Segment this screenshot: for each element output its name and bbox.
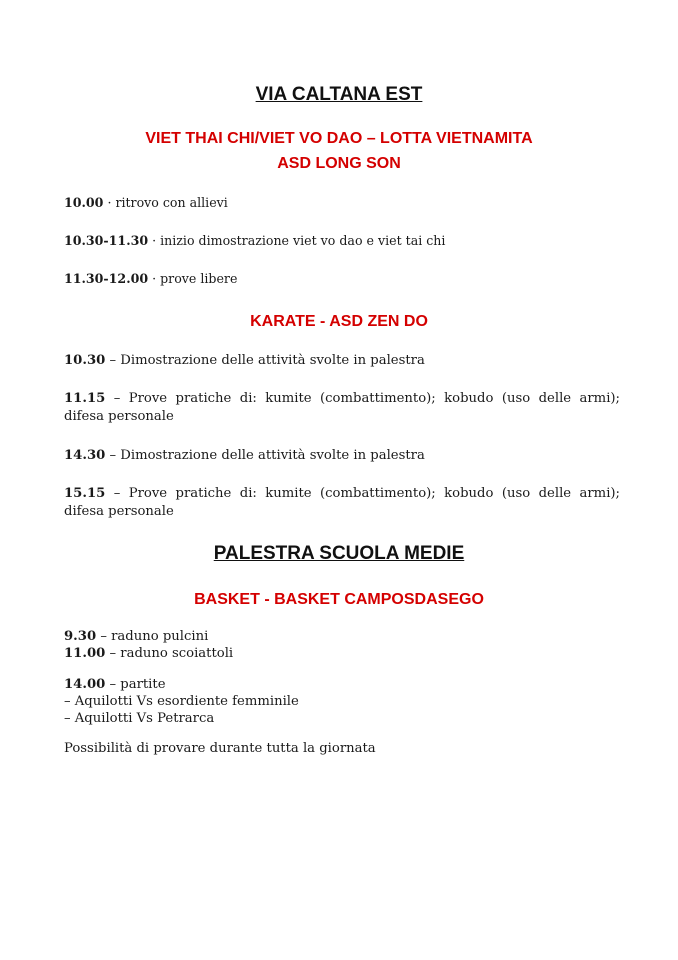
- schedule-item: [64, 447, 620, 465]
- schedule-text: – Prove pratiche di: kumite (combattimento); kobudo (uso delle armi); difesa personale: [64, 486, 620, 519]
- schedule-time: 14.00: [64, 677, 106, 692]
- activity-title-karate: KARATE - ASD ZEN DO: [250, 313, 428, 330]
- schedule-time: 14.30: [64, 448, 106, 463]
- activity-subtitle-asd-long-son: ASD LONG SON: [277, 155, 401, 172]
- schedule-text: · prove libere: [148, 271, 238, 286]
- section-title-palestra-scuola-medie: PALESTRA SCUOLA MEDIE: [213, 543, 465, 564]
- schedule-time: 9.30: [64, 629, 97, 644]
- schedule-time: 11.30-12.00: [64, 271, 149, 286]
- activity-title-viet-vo-dao: VIET THAI CHI/VIET VO DAO – LOTTA VIETNAMITA: [145, 130, 533, 147]
- schedule-time: 10.00: [64, 195, 104, 210]
- section-title-via-caltana-est: VIA CALTANA EST: [255, 84, 423, 105]
- schedule-text: · ritrovo con allievi: [103, 195, 228, 210]
- schedule-item: [64, 390, 620, 426]
- schedule-text: – partite: [105, 677, 166, 692]
- activity-title-basket: BASKET - BASKET CAMPOSDASEGO: [194, 591, 484, 608]
- schedule-text: – Dimostrazione delle attività svolte in palestra: [105, 353, 425, 368]
- schedule-item: [64, 628, 620, 646]
- schedule-item: [64, 270, 620, 288]
- schedule-text: – raduno scoiattoli: [105, 646, 234, 661]
- schedule-item: [64, 352, 620, 370]
- note-text: Possibilità di provare durante tutta la giornata: [64, 741, 376, 756]
- schedule-time: 15.15: [64, 486, 106, 501]
- schedule-item: [64, 485, 620, 521]
- schedule-time: 10.30: [64, 353, 106, 368]
- schedule-time: 10.30-11.30: [64, 233, 149, 248]
- schedule-text: – raduno pulcini: [96, 629, 209, 644]
- schedule-item: [64, 645, 620, 663]
- schedule-item: [64, 676, 620, 694]
- schedule-time: 11.15: [64, 391, 106, 406]
- match-item: – Aquilotti Vs Petrarca: [64, 711, 215, 726]
- schedule-text: · inizio dimostrazione viet vo dao e viet tai chi: [148, 233, 446, 248]
- match-item: – Aquilotti Vs esordiente femminile: [64, 694, 299, 709]
- schedule-item: [64, 194, 620, 212]
- schedule-text: – Prove pratiche di: kumite (combattimento); kobudo (uso delle armi); difesa personale: [64, 391, 620, 424]
- schedule-time: 11.00: [64, 646, 106, 661]
- schedule-item: [64, 232, 620, 250]
- schedule-text: – Dimostrazione delle attività svolte in palestra: [105, 448, 425, 463]
